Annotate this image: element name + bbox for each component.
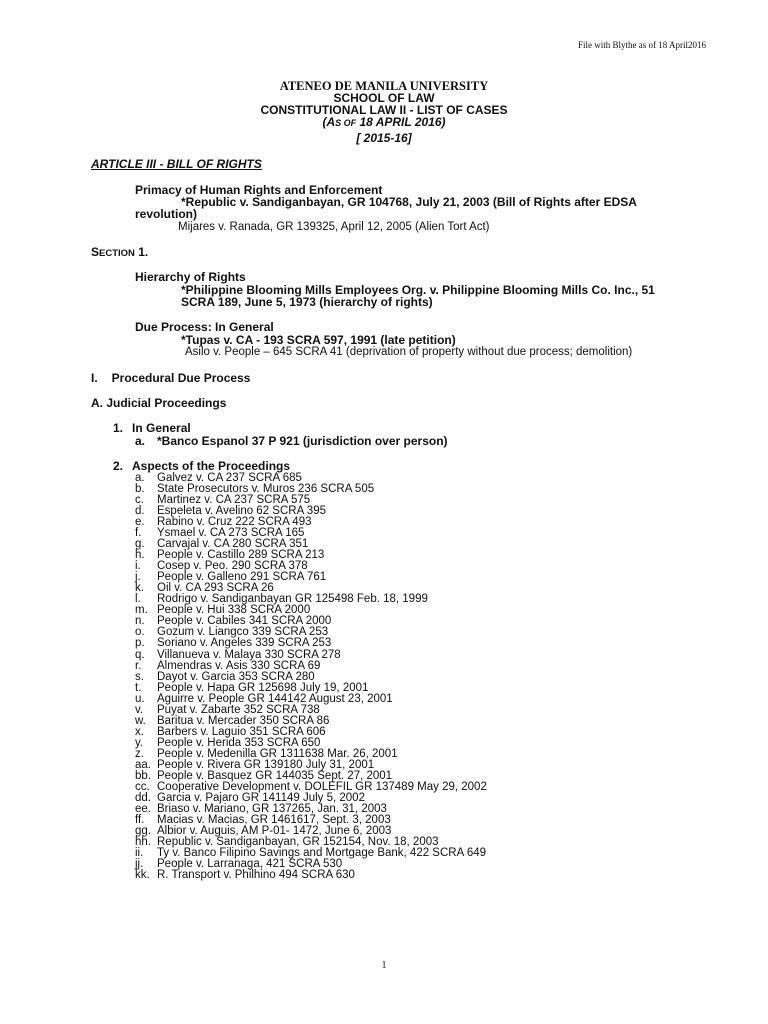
case-letter: u.	[135, 692, 145, 705]
case-blooming-mills-cont: SCRA 189, June 5, 1973 (hierarchy of rights)	[181, 295, 433, 309]
case-letter: bb.	[135, 769, 151, 782]
case-citation: Cooperative Development v. DOLEFIL GR 137489 May 29, 2002	[157, 780, 487, 793]
case-banco-espanol: a. *Banco Espanol 37 P 921 (jurisdiction over person)	[135, 434, 448, 448]
case-citation: Almendras v. Asis 330 SCRA 69	[157, 659, 321, 672]
case-letter: t.	[135, 681, 142, 694]
file-note: File with Blythe as of 18 April2016	[578, 40, 706, 50]
case-mijares-ranada: Mijares v. Ranada, GR 139325, April 12, 2005 (Alien Tort Act)	[178, 221, 490, 233]
case-letter: gg.	[135, 825, 151, 837]
case-citation: Ysmael v. CA 273 SCRA 165	[157, 527, 305, 540]
university-name: ATENEO DE MANILA UNIVERSITY	[279, 79, 489, 93]
case-letter: x.	[135, 725, 144, 738]
case-letter: v.	[135, 703, 144, 716]
case-letter: cc.	[135, 780, 150, 793]
case-citation: People v. Hapa GR 125698 July 19, 2001	[157, 681, 369, 694]
case-citation: Galvez v. CA 237 SCRA 685	[157, 472, 302, 484]
case-republic-sandiganbayan: *Republic v. Sandiganbayan, GR 104768, July 21, 2003 (Bill of Rights after EDSA	[181, 195, 637, 209]
case-citation: Gozum v. Liangco 339 SCRA 253	[157, 626, 329, 639]
case-letter: hh.	[135, 836, 151, 849]
case-letter: c.	[135, 494, 144, 507]
case-letter: i.	[135, 560, 141, 573]
case-citation: Garcia v. Pajaro GR 141149 July 5, 2002	[157, 791, 365, 804]
school-year: [ 2015-16]	[356, 131, 412, 145]
case-citation: People v. Rivera GR 139180 July 31, 2001	[157, 758, 375, 771]
case-citation: Carvajal v. CA 280 SCRA 351	[157, 538, 309, 551]
case-list-item	[135, 638, 487, 649]
case-letter: p.	[135, 637, 145, 650]
case-letter: e.	[135, 516, 145, 529]
case-letter: w.	[135, 714, 146, 727]
case-letter: j.	[135, 571, 141, 584]
case-list-item	[135, 650, 487, 661]
procedural-due-process-heading: I. Procedural Due Process	[91, 371, 251, 385]
case-list-item	[135, 683, 487, 694]
page-number: 1	[381, 960, 387, 971]
case-letter: ee.	[135, 802, 151, 815]
case-letter: m.	[135, 604, 148, 617]
case-letter: aa.	[135, 758, 151, 771]
case-blooming-mills: *Philippine Blooming Mills Employees Org. v. Philippine Blooming Mills Co. Inc., 51	[181, 283, 655, 297]
case-letter: h.	[135, 549, 145, 562]
case-letter: b.	[135, 483, 145, 496]
case-letter: dd.	[135, 791, 151, 804]
in-general-heading: 1. In General	[113, 421, 191, 435]
case-citation: Rabino v. Cruz 222 SCRA 493	[157, 516, 312, 529]
case-citation: Villanueva v. Malaya 330 SCRA 278	[157, 648, 341, 661]
aspects-heading: 2. Aspects of the Proceedings	[113, 459, 291, 473]
case-letter: kk.	[135, 869, 150, 882]
case-citation: Ty v. Banco Filipino Savings and Mortgage Bank, 422 SCRA 649	[157, 847, 487, 860]
article-heading: ARTICLE III - BILL OF RIGHTS	[91, 157, 262, 171]
case-letter: r.	[135, 659, 142, 672]
case-citation: Espeleta v. Avelino 62 SCRA 395	[157, 505, 326, 518]
case-citation: Rodrigo v. Sandiganbayan GR 125498 Feb. 18, 1999	[157, 593, 428, 606]
section-heading: SECTION 1.	[91, 245, 149, 259]
case-citation: R. Transport v. Philhino 494 SCRA 630	[157, 869, 355, 882]
case-letter: ff.	[135, 813, 145, 826]
case-letter: k.	[135, 582, 144, 595]
case-list	[135, 473, 487, 881]
case-citation: People v. Herida 353 SCRA 650	[157, 736, 321, 749]
case-letter: s.	[135, 670, 144, 683]
case-citation: Macias v. Macias, GR 1461617, Sept. 3, 2003	[157, 813, 391, 826]
case-list-item	[135, 661, 487, 672]
case-citation: People v. Larranaga, 421 SCRA 530	[157, 858, 343, 871]
case-letter: f.	[135, 527, 142, 540]
case-citation: People v. Medenilla GR 1311638 Mar. 26, 2001	[157, 747, 398, 760]
case-citation: People v. Cabiles 341 SCRA 2000	[157, 615, 332, 628]
case-letter: y.	[135, 736, 144, 749]
case-citation: Baritua v. Mercader 350 SCRA 86	[157, 714, 330, 727]
case-letter: a.	[135, 472, 145, 484]
case-citation: Dayot v. Garcia 353 SCRA 280	[157, 670, 315, 683]
case-letter: z.	[135, 747, 144, 760]
case-republic-sandiganbayan-cont: revolution)	[135, 207, 197, 221]
primacy-heading: Primacy of Human Rights and Enforcement	[135, 183, 383, 197]
case-citation: State Prosecutors v. Muros 236 SCRA 505	[157, 483, 375, 496]
case-citation: Barbers v. Laguio 351 SCRA 606	[157, 725, 326, 738]
as-of-date: (AS OF 18 APRIL 2016)	[322, 115, 446, 129]
school-name: SCHOOL OF LAW	[333, 91, 435, 105]
case-letter: jj.	[135, 858, 144, 871]
document-header	[0, 80, 768, 144]
case-citation: Briaso v. Mariano, GR 137265, Jan. 31, 2003	[157, 802, 387, 815]
case-citation: People v. Castillo 289 SCRA 213	[157, 549, 325, 562]
case-citation: People v. Basquez GR 144035 Sept. 27, 2001	[157, 769, 393, 782]
case-list-item	[135, 694, 487, 705]
case-tupas-ca: *Tupas v. CA - 193 SCRA 597, 1991 (late petition)	[181, 333, 456, 347]
case-letter: q.	[135, 648, 145, 661]
case-citation: Oil v. CA 293 SCRA 26	[157, 582, 274, 595]
case-citation: Soriano v. Angeles 339 SCRA 253	[157, 637, 332, 650]
case-citation: Martinez v. CA 237 SCRA 575	[157, 494, 311, 507]
course-title: CONSTITUTIONAL LAW II - LIST OF CASES	[260, 103, 508, 117]
case-list-item	[135, 870, 487, 881]
case-letter: g.	[135, 538, 145, 551]
case-citation: Republic v. Sandiganbayan, GR 152154, Nov. 18, 2003	[157, 836, 439, 849]
case-letter: d.	[135, 505, 145, 518]
case-letter: l.	[135, 593, 141, 606]
due-process-heading: Due Process: In General	[135, 320, 274, 334]
judicial-proceedings-heading: A. Judicial Proceedings	[91, 396, 227, 410]
case-citation: Aguirre v. People GR 144142 August 23, 2001	[157, 692, 393, 705]
case-letter: o.	[135, 626, 145, 639]
case-citation: People v. Hui 338 SCRA 2000	[157, 604, 311, 617]
case-list-item	[135, 672, 487, 683]
case-letter: ii.	[135, 847, 144, 860]
hierarchy-heading: Hierarchy of Rights	[135, 270, 246, 284]
case-letter: n.	[135, 615, 145, 628]
case-citation: People v. Galleno 291 SCRA 761	[157, 571, 327, 584]
case-citation: Albior v. Auguis, AM P-01- 1472, June 6, 2003	[157, 825, 392, 837]
case-citation: Puyat v. Zabarte 352 SCRA 738	[157, 703, 320, 716]
case-citation: Cosep v. Peo. 290 SCRA 378	[157, 560, 308, 573]
case-asilo-people: Asilo v. People – 645 SCRA 41 (deprivation of property without due process; demolition)	[185, 346, 633, 358]
